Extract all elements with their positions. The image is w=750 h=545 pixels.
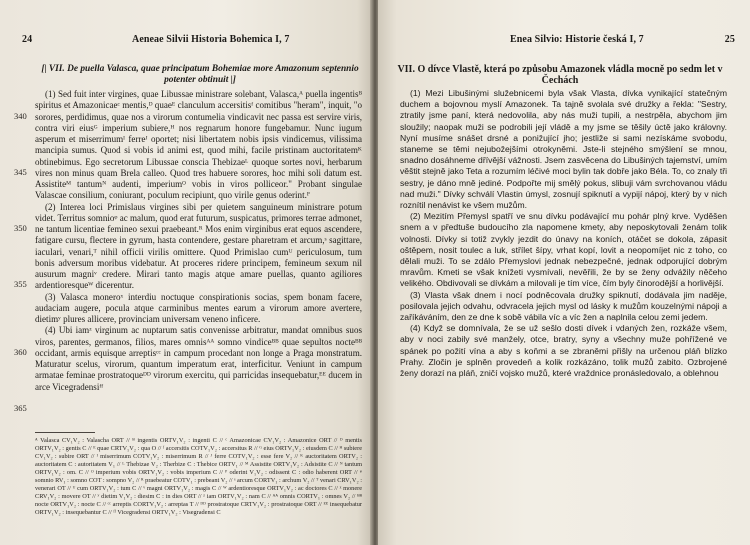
- chapter-heading: VII. O dívce Vlastě, která po způsobu Amazonek vládla mocně po sedm let v Čechách: [397, 64, 723, 87]
- line-number: 340: [14, 111, 27, 121]
- paragraph: (3) Valasca moneroˣ interdiu noctuque conspirationis socias, spem bonam facere, audaciam augere, pocula atque carminibus mentes earum a virorum amore avertere, dietimʸ plures allicere, provinciam universam veneno inficere.: [35, 291, 362, 324]
- paragraph: (1) Mezi Libušinými služebnicemi byla však Vlasta, dívka vynikající statečným duchem a bojovnou myslí Amazonek. Ta tajně svolala své družky a řekla: "Sestry, ztratily jsme paní, která nedovolila, aby nás muži tupili, a nestrpěla, abychom jim sloužily; naopak muži se podrobili její vládě a my jsme se těšily úctě jako královny. Nyní musíme snášet drsné a ponižující jho; jestliže si sami nezískáme svobodu, staneme se těmi nejubožejšími otrokyněmi. Jste-li stejného smýšlení se mnou, snadno dosáhneme dřívější vážnosti. Jsem zasvěcena do Libušiných tajemství, umím věštit stejně jako Teta a rozumím léčivé moci bylin tak dobře jako Béla. To, co znaly tři sestry, je dáno mně jediné. Podpořte mĳ smělý pokus, slibuji vám svrchovanou vládu nad muži." Dívky schválí Vlastin úmysl, zosnují spiknutí a vypijí nápoj, který by v nich roznítil nenávist ke všem mužům.: [400, 88, 727, 211]
- footnote-rule: [35, 432, 95, 433]
- paragraph: (4) Ubi iamᶻ virginum ac nuptarum satis convenisse arbitratur, mandat omnibus suos viros, parentes, germanos, filios, mares omnisᴬᴬ somno vindiceᴮᴮ quae sepultos nocteᴮᴮ occidant, armis equisque arreptisᶜᶜ in campum procedant non longe a Praga monstratum. Maturatur scelus, virorum, quantum imperatum erat, interficitur. Veniunt in campum armatae feminae prostratoqueᴰᴰ virorum exercitu, qui parricidas insequebatur,ᴱᴱ ducem in arce Vicegradensiᶠᶠ: [35, 325, 362, 392]
- page-number: 24: [22, 34, 33, 45]
- right-page: [378, 0, 750, 545]
- chapter-heading: [| VII. De puella Valasca, quae principatum Bohemiae more Amazonum septennio potenter obtinuit |]: [41, 64, 359, 85]
- running-title: Aeneae Silvii Historia Bohemica I, 7: [132, 34, 290, 45]
- line-number: 355: [14, 279, 27, 289]
- line-number: 350: [14, 223, 27, 233]
- czech-text: [400, 88, 727, 379]
- paragraph: (3) Vlasta však dnem i nocí podněcovala družky spiknutí, dodávala jim naděje, posilovala jejich odvahu, odvracela jejich mysl od lásky k mužům kouzelnými nápoji a zaříkáváním, den ze dne k sobě vábila víc a víc žen a naplnila celou zemi jedem.: [400, 289, 727, 323]
- latin-text: [35, 89, 362, 393]
- line-number: 345: [14, 167, 27, 177]
- left-page: [0, 0, 372, 545]
- paragraph: (4) Když se domnívala, že se už sešlo dosti dívek i vdaných žen, rozkáže všem, aby v noci zabily své manžely, otce, bratry, syny a všechny muže pohřížené ve spánek po požití vína a aby s koňmi a se zbraněmi přišly na určenou pláň blízko Prahy. Zločin je splněn provedeň a kolik rozkázáno, tolik mužů zabito. Ozbrojené ženy dorazí na pláň, zničí vojsko mužů, které vraždnice pronásledovalo, a oblehnou: [400, 323, 727, 379]
- running-title: Enea Silvio: Historie česká I, 7: [510, 34, 644, 45]
- paragraph: (2) Intereа loci Primislaus virgines sibi per quietem sanguineum ministrare potum videt. Territus somnioᵠ ac malum, quod erat futurum, suspicatus, primores terrae admonet, ne tantum licentiae feminео sexui praebeant.ᴿ Mos enim virginibus erat equos ascendere, fatigare cursu, flectere in gyrum, hasta contendere, gestare pharetram et arcum,ˢ sagittare, iaculari, venari,ᵀ nihil officii virilis omittere. Quod Primislao cumᵁ periculosum, tum bonis adversum moribus videbatur. At proceres ridere principem, feminеum sexum nil ausurum magniᵛ credere. Mirari tanto magis atque amare puellas, quanto agiliores ardentioresqueᵂ dicerentur.: [35, 201, 362, 291]
- page-number: 25: [724, 34, 735, 45]
- line-number: 360: [14, 347, 27, 357]
- critical-apparatus: ᴬ Valasca CV₁V₂ : Valascha ORT // ᴮ ingentis ORTV₁V₂ : ingenti C // ᶜ Amazonicae CV₁V₂ : Amazonice ORT // ᴰ mentis ORTV₁V₂ : gentis C // ᴱ quae CRTV₁V₂ : qua O // ᶠ accersitis COTV₁V₂ : accersitus R // ᴳ eius ORTV₁V₂ : eiusdem C // ᴴ subiere CV₁V₂ : subire ORT // ᴵ miserrimum COTV₁V₂ : miserrimum R // ᴶ ferre COTV₁V₂ : esse fere V₂ // ᴷ auctoritatem ORTV₂ : auctoritatem C : autoritatem V₁ // ᴸ Thebizae V₂ : Therbize C : Thebice ORTV₁ // ᴹ Assistite ORTV₁V₂ : Adsistite C // ᴺ tantum ORTV₁V₂ : om. C // ᴼ imperium vobis ORTV₁V₂ : vobis imperium C // ᴾ oderint V₁V₂ : odissent C : odio haberent ORT // ᵠ somnio RV₁ : somno COT : sompno V₂ // ᴿ praebeatur COTV₁ : prebeant V₂ // ˢ arcum CORTV₁ : archum V₂ // ᵀ venari CRV₁V₂ : venerari OT // ᵁ cum ORTV₁V₂ : tum C // ᵛ magni ORTV₁V₂ : magis C // ᵂ ardentioresque ORTV₁V₂ : ac doctores C // ˣ monere CRV₁V₂ : movere OT // ʸ dietim V₁V₂ : diesim C : in dies ORT // ᶻ iam ORTV₁V₂ : nam C // ᴬᴬ omnis CORTV₁ : omnes V₂ // ᴮᴮ nocte ORTV₁V₂ : nocte C // ᶜᶜ arreptis CORTV₁V₂ : arreptas T // ᴰᴰ prostratoque CRTV₁V₂ : prostratoque ORT // ᴱᴱ insequebatur ORTV₁V₂ : insequebantur C // ᶠᶠ Vicegradensi ORTV₁V₂ : Visegradensi C: [35, 437, 362, 517]
- paragraph: (2) Mezitím Přemysl spatří ve snu dívku podávající mu pohár plný krve. Vyděšen snem a v předtuše budoucího zla napomene kmety, aby neposkytovali ženám tolik volnosti. Dívky si totiž zvykly jezdit do únavy na koních, otáčet se dokola, zápasit oštěpem, nosit toulec a luk, střílet šípy, vrhat kopí, lovit a neopomíjet nic z toho, co dělali muži. To se zdálo Přemyslovi jednak nebezpečné, jednak odporující dobrým mravům. Kmeti se však knížeti vysmívali, nevěřili, že by se ženy odvážily něčeho velikého. Obdivovali se dívkám a milovali je tím více, čím byly činorodější a horlivější.: [400, 211, 727, 289]
- paragraph: (1) Sed fuit inter virgines, quae Libussae ministrare solebant, Valasca,ᴬ puella ingentisᴮ spiritus et Amazonicaeᶜ mentis,ᴰ quaeᴱ clanculum accersitisᶠ comitibus "heram", inquit, "o sorores, perdidimus, quae nos a virorum contumelia vindicavit nec passa est servire viris, contra viri eiusᴳ imperium subiere,ᴴ nos regnarum honore fungebamur. Nunc iugum asperum et miserrimumᴵ ferreᴶ oportet; nisi libertatem nobis ipsis vindicemus, vilissima mancipia sumus. Quod si vobis id animi est, quod mihi, facile pristinam auctoritatemᴷ obtinebimus. Ego secretorum Libussae conscia Thebizaeᴸ quoque sortes novi, herbarum vires non minus quam Brela calleo. Quod tres habuere sorores, hoc mihi soli datum est. Assistiteᴹ tantumᴺ audenti, imperiumᴼ vobis in viros polliceor." Probant singulae Valascae consilium, coniurant, poculum recipiunt, quo virile genus oderint.ᴾ: [35, 89, 362, 201]
- line-number: 365: [14, 403, 27, 413]
